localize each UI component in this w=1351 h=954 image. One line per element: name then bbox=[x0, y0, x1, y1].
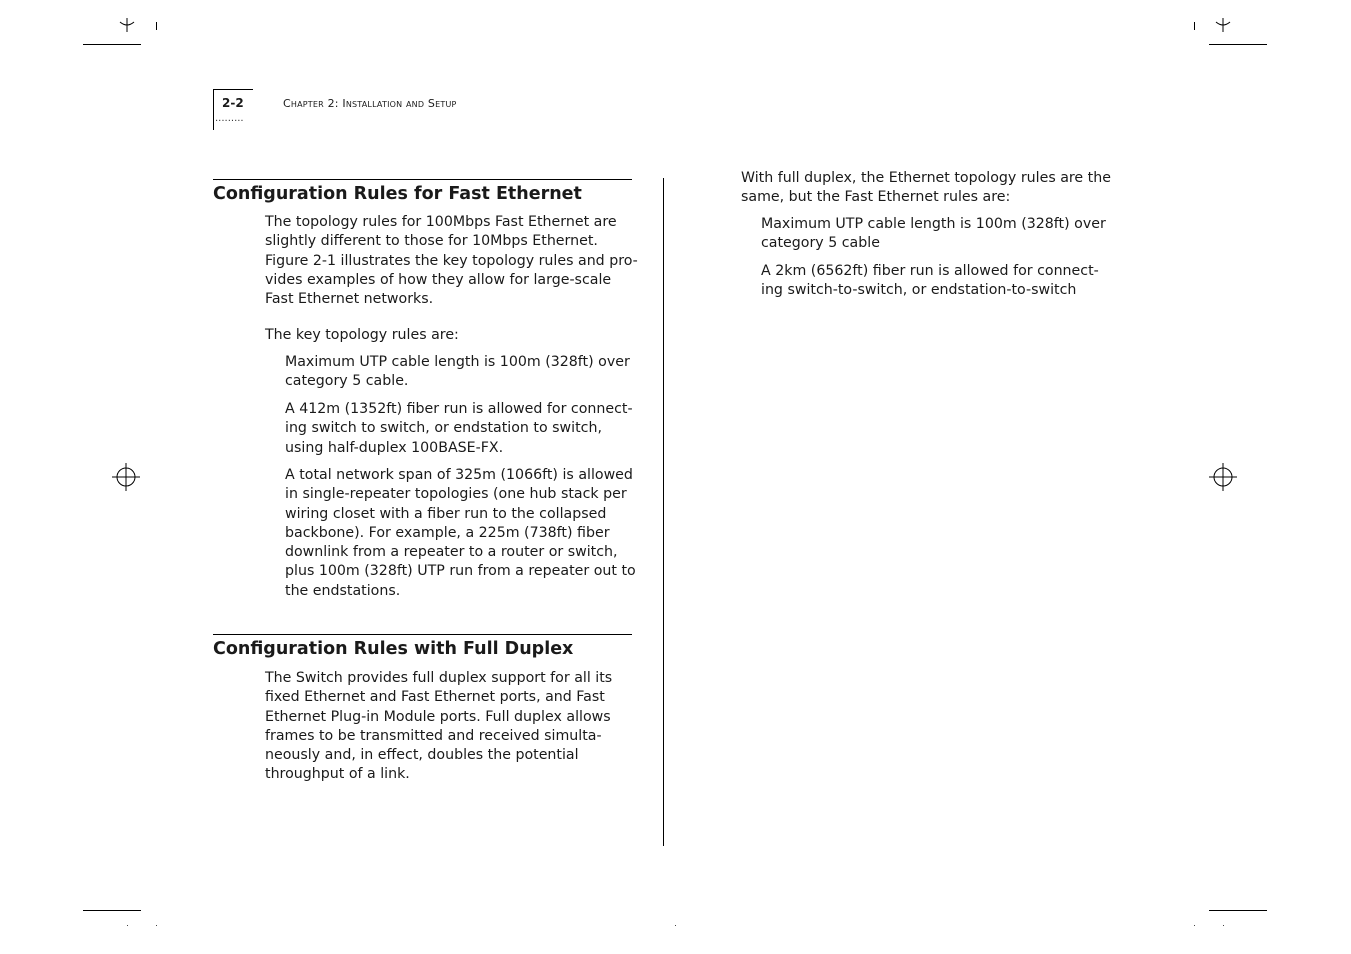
rule-item bbox=[761, 262, 1113, 301]
text-line: Figure 2-1 illustrates the key topology rules and pro- bbox=[265, 252, 638, 269]
section-heading-full-duplex: Configuration Rules with Full Duplex bbox=[213, 639, 574, 659]
text-line: neously and, in effect, doubles the potential bbox=[265, 747, 579, 764]
crosshair-icon bbox=[1209, 463, 1237, 491]
text-line: vides examples of how they allow for large-scale bbox=[265, 271, 612, 288]
full-duplex-right-intro bbox=[741, 169, 1111, 208]
rule-item bbox=[761, 215, 1113, 254]
crop-dot bbox=[1194, 925, 1195, 926]
crop-dot bbox=[127, 925, 128, 926]
text-line: in single-repeater topologies (one hub stack per bbox=[285, 486, 627, 503]
text-line: A total network span of 325m (1066ft) is allowed bbox=[285, 467, 633, 483]
text-line: slightly different to those for 10Mbps Ethernet. bbox=[265, 233, 598, 250]
text-line: Fast Ethernet networks. bbox=[265, 291, 434, 308]
text-line: throughput of a link. bbox=[265, 766, 410, 783]
section-heading-fast-ethernet: Configuration Rules for Fast Ethernet bbox=[213, 184, 582, 204]
rule-item bbox=[285, 400, 637, 458]
text-line: wiring closet with a fiber run to the collapsed bbox=[285, 505, 607, 522]
text-line: A 2km (6562ft) fiber run is allowed for connect- bbox=[761, 263, 1099, 279]
rule-item bbox=[285, 466, 637, 601]
text-line: fixed Ethernet and Fast Ethernet ports, and Fast bbox=[265, 689, 605, 706]
fast-ethernet-intro bbox=[265, 213, 638, 309]
text-line: downlink from a repeater to a router or switch, bbox=[285, 544, 618, 561]
registration-mark-icon bbox=[117, 16, 137, 32]
text-line: the endstations. bbox=[285, 582, 401, 599]
crop-dot bbox=[156, 925, 157, 926]
rule-item bbox=[285, 353, 637, 392]
text-line: A 412m (1352ft) fiber run is allowed for connect- bbox=[285, 401, 633, 417]
text-line: backbone). For example, a 225m (738ft) fiber bbox=[285, 524, 610, 541]
text-line: The topology rules for 100Mbps Fast Ethernet are bbox=[265, 214, 617, 230]
text-line: Ethernet Plug-in Module ports. Full duplex allows bbox=[265, 708, 611, 725]
crop-tick bbox=[1194, 22, 1195, 30]
crop-mark-bottom-right bbox=[1209, 910, 1267, 911]
crop-mark-top-right bbox=[1209, 44, 1267, 45]
text-line: Maximum UTP cable length is 100m (328ft) over bbox=[285, 354, 630, 370]
page-number-dots: ········· bbox=[215, 116, 244, 127]
text-line: The Switch provides full duplex support for all its bbox=[265, 670, 613, 686]
column-divider bbox=[663, 178, 664, 846]
page-number: 2-2 bbox=[222, 96, 244, 110]
crop-tick bbox=[156, 22, 157, 30]
section-rule bbox=[213, 179, 632, 180]
full-duplex-intro bbox=[265, 669, 635, 785]
text-line: using half-duplex 100BASE-FX. bbox=[285, 439, 504, 456]
page-number-bracket bbox=[213, 89, 214, 130]
crop-mark-bottom-left bbox=[83, 910, 141, 911]
text-line: plus 100m (328ft) UTP run from a repeater out to bbox=[285, 563, 636, 580]
text-line: Maximum UTP cable length is 100m (328ft) over bbox=[761, 216, 1106, 232]
text-line: With full duplex, the Ethernet topology rules are the bbox=[741, 170, 1111, 186]
crop-mark-top-left bbox=[83, 44, 141, 45]
registration-mark-icon bbox=[1213, 16, 1233, 32]
text-line: ing switch to switch, or endstation to switch, bbox=[285, 420, 602, 437]
text-line: same, but the Fast Ethernet rules are: bbox=[741, 189, 1011, 206]
text-line: category 5 cable bbox=[761, 235, 880, 252]
crop-dot bbox=[1223, 925, 1224, 926]
crop-dot bbox=[675, 925, 676, 926]
page-number-bracket-top bbox=[213, 89, 253, 90]
crosshair-icon bbox=[112, 463, 140, 491]
key-rules-label bbox=[265, 326, 635, 345]
text-line: The key topology rules are: bbox=[265, 327, 459, 343]
chapter-title: Chapter 2: Installation and Setup bbox=[283, 97, 457, 110]
text-line: category 5 cable. bbox=[285, 373, 409, 390]
section-rule bbox=[213, 634, 632, 635]
text-line: frames to be transmitted and received simulta- bbox=[265, 727, 602, 744]
text-line: ing switch-to-switch, or endstation-to-switch bbox=[761, 282, 1077, 299]
